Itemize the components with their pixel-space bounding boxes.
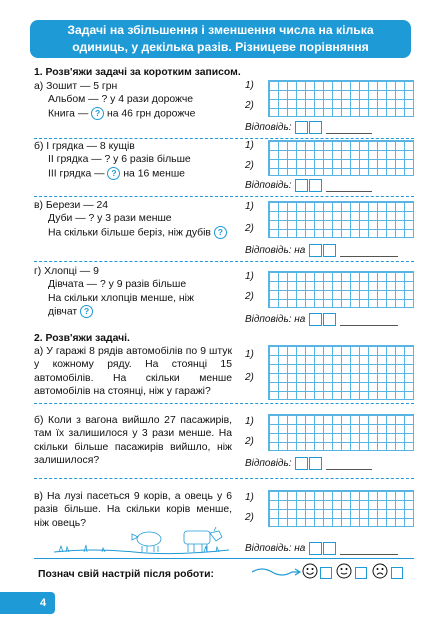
happy-face-icon (302, 563, 318, 579)
task-1g-line-2: Дівчата — ? у 9 разів більше (48, 279, 187, 291)
sad-face-icon (372, 563, 388, 579)
answer-grid[interactable] (268, 345, 414, 400)
task-1a-line-3b: на 46 грн дорожче (107, 108, 196, 120)
task-1g-line-3: На скільки хлопців менше, ніж (48, 292, 194, 304)
task-1a-line-2: Альбом — ? у 4 рази дорожче (48, 94, 194, 106)
answer-grid[interactable] (268, 140, 414, 176)
row-label-2: 2) (245, 100, 254, 111)
answer-line (245, 121, 372, 134)
answer-blank[interactable] (340, 325, 398, 326)
row-label-2: 2) (245, 436, 254, 447)
answer-box[interactable] (309, 542, 322, 555)
answer-box[interactable] (309, 244, 322, 257)
answer-line (245, 244, 398, 257)
task-1b-line-2: ІІ грядка — ? у 6 разів більше (48, 154, 191, 166)
task-1v (34, 199, 414, 262)
task-1v-line-1: в) Берези — 24 (34, 200, 109, 211)
answer-label: Відповідь: на (245, 314, 306, 326)
answer-box[interactable] (309, 457, 322, 470)
section-2-heading: 2. Розв'яжи задачі. (34, 333, 130, 344)
question-mark-icon: ? (80, 305, 93, 318)
answer-line (245, 542, 398, 555)
meadow-illustration (54, 526, 229, 558)
task-2a (34, 345, 414, 404)
task-2b (34, 414, 414, 479)
task-1v-line-2: Дуби — ? у 3 рази менше (48, 213, 172, 225)
row-label-2: 2) (245, 223, 254, 234)
row-label-1: 1) (245, 80, 254, 91)
answer-blank[interactable] (326, 191, 372, 192)
task-1g (34, 265, 414, 327)
row-label-1: 1) (245, 492, 254, 503)
row-label-1: 1) (245, 416, 254, 427)
answer-box[interactable] (323, 244, 336, 257)
task-1a-line-1: а) Зошит — 5 грн (34, 81, 118, 92)
answer-line (245, 313, 398, 326)
answer-blank[interactable] (326, 469, 372, 470)
answer-box[interactable] (323, 542, 336, 555)
mood-label: Познач свій настрій після роботи: (38, 569, 214, 580)
task-2v-text: в) На лузі пасеться 9 корів, а овець у 6 разів більше. На скільки корів менше, ніж овець? (34, 491, 232, 529)
row-label-1: 1) (245, 271, 254, 282)
title-line-1: Задачі на збільшення і зменшення числа на кілька (67, 23, 374, 37)
answer-label: Відповідь: на (245, 245, 306, 257)
answer-label: Відповідь: (245, 180, 292, 192)
row-label-1: 1) (245, 201, 254, 212)
task-1a (34, 80, 414, 139)
answer-line (245, 457, 372, 470)
page-number: 4 (31, 592, 55, 614)
smile-face-icon (336, 563, 352, 579)
answer-blank[interactable] (340, 256, 398, 257)
answer-box[interactable] (309, 313, 322, 326)
task-1a-line-3a: Книга — (48, 108, 89, 120)
row-label-2: 2) (245, 291, 254, 302)
answer-box[interactable] (295, 121, 308, 134)
answer-box[interactable] (295, 179, 308, 192)
row-label-2: 2) (245, 372, 254, 383)
answer-grid[interactable] (268, 490, 414, 527)
divider (34, 558, 414, 559)
mood-checkbox-sad[interactable] (391, 567, 403, 579)
answer-box[interactable] (295, 457, 308, 470)
answer-grid[interactable] (268, 201, 414, 238)
answer-grid[interactable] (268, 414, 414, 451)
answer-box[interactable] (309, 179, 322, 192)
row-label-1: 1) (245, 349, 254, 360)
answer-box[interactable] (323, 313, 336, 326)
question-mark-icon: ? (214, 226, 227, 239)
task-1b-line-1: б) І грядка — 8 кущів (34, 141, 135, 152)
answer-grid[interactable] (268, 271, 414, 308)
mood-checkbox-happy[interactable] (320, 567, 332, 579)
task-1g-line-1: г) Хлопці — 9 (34, 266, 99, 277)
row-label-1: 1) (245, 140, 254, 151)
task-1g-line-4: дівчат (48, 306, 78, 318)
answer-label: Відповідь: (245, 458, 292, 470)
answer-box[interactable] (309, 121, 322, 134)
task-2b-text: б) Коли з вагона вийшло 27 пасажирів, там їх залишилося у 3 рази менше. На скільки більше пасажирів вийшло, ніж залишилося? (34, 415, 232, 467)
question-mark-icon: ? (91, 107, 104, 120)
section-1-heading: 1. Розв'яжи задачі за коротким записом. (34, 67, 241, 78)
task-2v (34, 490, 414, 556)
task-1v-line-3: На скільки більше беріз, ніж дубів (48, 227, 211, 239)
task-1b (34, 140, 414, 197)
answer-blank[interactable] (326, 133, 372, 134)
arrow-icon (252, 566, 302, 578)
answer-label: Відповідь: на (245, 543, 306, 555)
title-line-2: одиниць, у декілька разів. Різницеве порівняння (72, 40, 369, 54)
answer-grid[interactable] (268, 80, 414, 117)
answer-blank[interactable] (340, 554, 398, 555)
row-label-2: 2) (245, 160, 254, 171)
answer-line (245, 179, 372, 192)
row-label-2: 2) (245, 512, 254, 523)
task-2a-text: а) У гаражі 8 рядів автомобілів по 9 штук у кожному ряду. На стоянці 15 автомобілів. На скільки менше автомобілів на стоянці, ніж у гаражі? (34, 346, 232, 398)
answer-label: Відповідь: (245, 122, 292, 134)
title-banner (30, 20, 411, 58)
task-1b-line-3a: ІІІ грядка — (48, 168, 105, 180)
mood-checkbox-neutral[interactable] (355, 567, 367, 579)
task-1b-line-3b: на 16 менше (123, 168, 185, 180)
question-mark-icon: ? (107, 167, 120, 180)
